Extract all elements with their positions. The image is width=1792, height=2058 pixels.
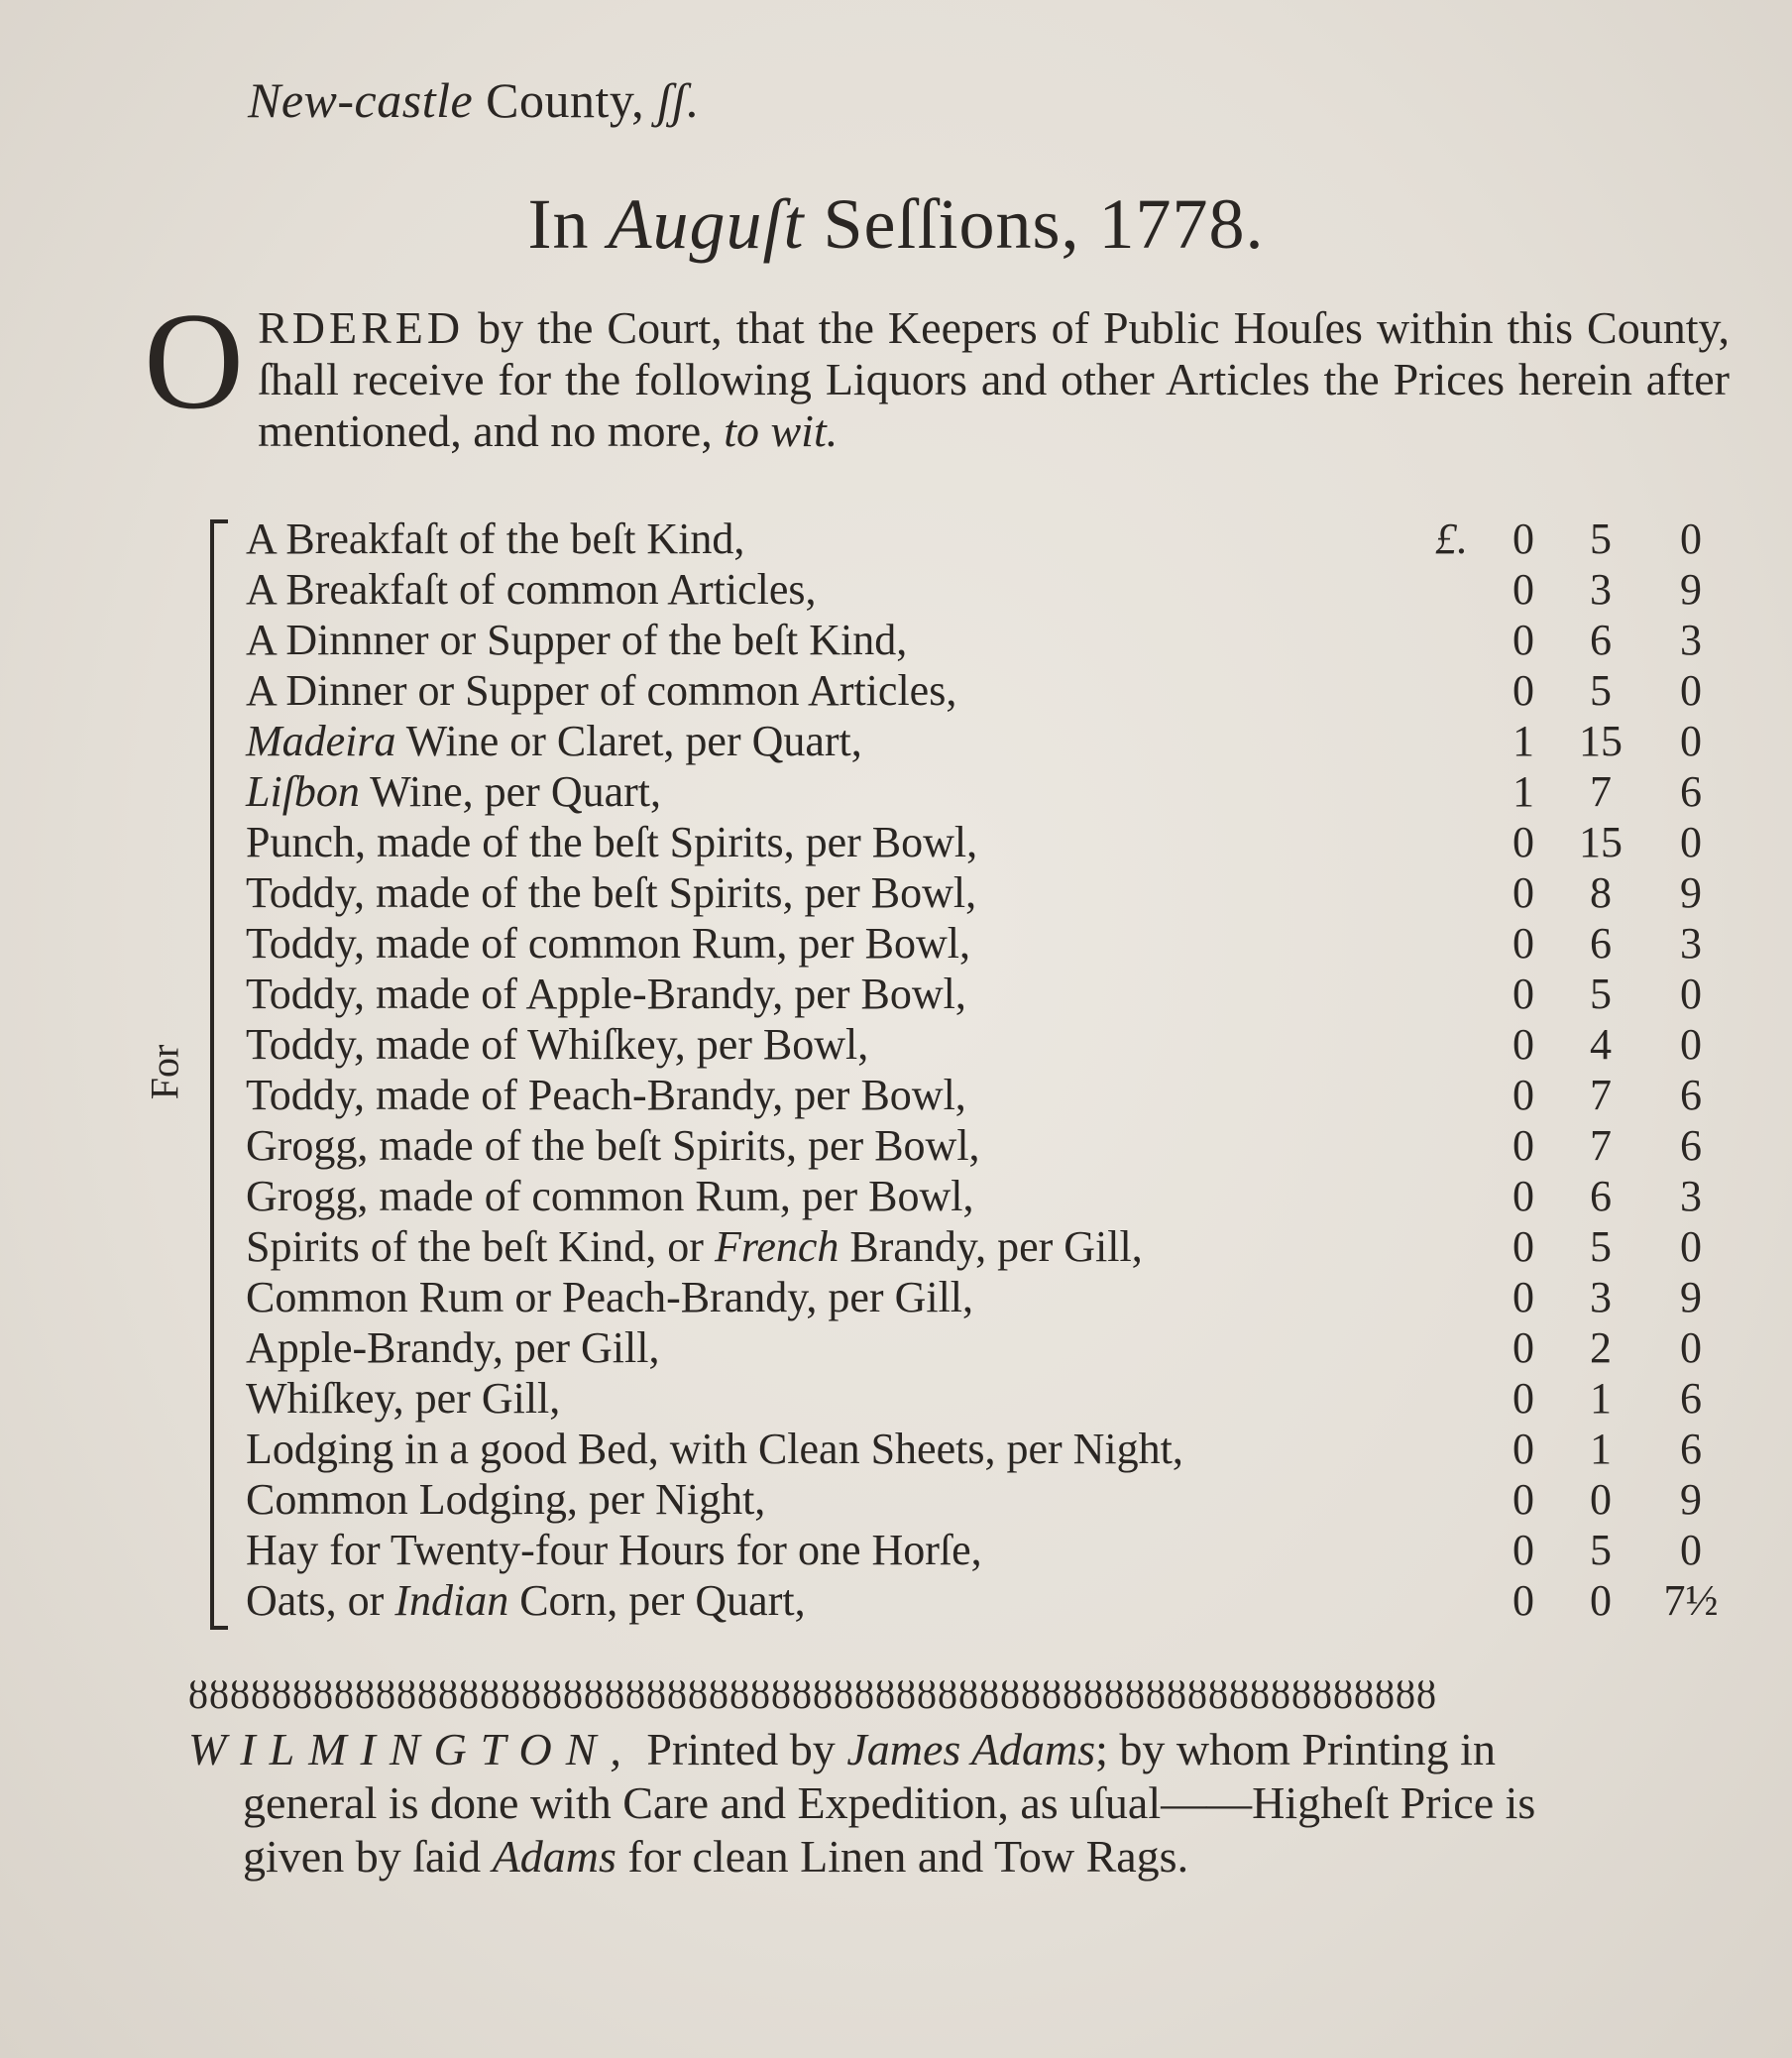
pence-value: 9 xyxy=(1680,868,1702,917)
price-row xyxy=(0,564,1792,615)
order-caps: RDERED xyxy=(258,302,465,353)
item-text: Lodging in a good Bed, with Clean Sheets, per Night, xyxy=(246,1425,1183,1473)
item-text-rest: Corn, per Quart, xyxy=(508,1576,806,1625)
item-description xyxy=(246,1070,966,1120)
pounds-value: 0 xyxy=(1512,1323,1534,1372)
pound-symbol: £. xyxy=(1435,514,1468,563)
imprint-line-1 xyxy=(188,1723,1735,1776)
price-row xyxy=(0,1424,1792,1474)
order-to-wit: to wit. xyxy=(724,405,839,456)
pounds-value: 0 xyxy=(1512,1576,1534,1625)
county-mark: ʃʃ. xyxy=(657,72,700,128)
pounds-value: 0 xyxy=(1512,616,1534,664)
pounds-value: 0 xyxy=(1512,919,1534,968)
item-text: A Dinner or Supper of common Articles, xyxy=(246,666,957,715)
price-row xyxy=(0,615,1792,665)
item-text: Toddy, made of the beſt Spirits, per Bowl, xyxy=(246,868,977,917)
item-text: A Breakfaſt of common Articles, xyxy=(246,565,817,614)
item-text: A Dinnner or Supper of the beſt Kind, xyxy=(246,616,908,664)
pence-value: 6 xyxy=(1680,767,1702,816)
pounds-value: 1 xyxy=(1512,717,1534,765)
pence-value: 0 xyxy=(1680,514,1702,563)
item-text: Toddy, made of Peach-Brandy, per Bowl, xyxy=(246,1071,966,1119)
pounds-value: 0 xyxy=(1512,1222,1534,1271)
pence-value: 0 xyxy=(1680,717,1702,765)
item-description xyxy=(246,665,956,716)
drop-cap: O xyxy=(144,285,245,438)
imprint-line-3 xyxy=(188,1830,1735,1884)
shillings-value: 5 xyxy=(1590,1222,1612,1271)
item-description xyxy=(246,918,970,969)
shillings-value: 6 xyxy=(1590,616,1612,664)
shillings-value: 5 xyxy=(1590,1526,1612,1574)
shillings-value: 2 xyxy=(1590,1323,1612,1372)
item-text: A Breakfaſt of the beſt Kind, xyxy=(246,514,745,563)
item-text-rest: Wine or Claret, per Quart, xyxy=(395,717,862,765)
price-row xyxy=(0,1070,1792,1120)
shillings-value: 1 xyxy=(1590,1425,1612,1473)
shillings-value: 5 xyxy=(1590,970,1612,1018)
pence-value: 6 xyxy=(1680,1425,1702,1473)
imprint-text-3a: given by ſaid xyxy=(243,1831,493,1882)
price-row xyxy=(0,867,1792,918)
item-description xyxy=(246,1019,868,1070)
price-row xyxy=(0,1272,1792,1322)
item-text: Toddy, made of Whiſkey, per Bowl, xyxy=(246,1020,869,1069)
item-text: Toddy, made of Apple-Brandy, per Bowl, xyxy=(246,970,966,1018)
imprint xyxy=(188,1723,1735,1884)
imprint-text-2: ; by whom Printing in xyxy=(1095,1724,1496,1774)
pounds-value: 0 xyxy=(1512,1374,1534,1423)
price-row xyxy=(0,514,1792,564)
item-text: Punch, made of the beſt Spirits, per Bowl, xyxy=(246,818,978,866)
shillings-value: 4 xyxy=(1590,1020,1612,1069)
shillings-value: 3 xyxy=(1590,565,1612,614)
price-row xyxy=(0,969,1792,1019)
pence-value: 6 xyxy=(1680,1121,1702,1170)
for-side-label: For xyxy=(142,1044,187,1100)
shillings-value: 5 xyxy=(1590,666,1612,715)
imprint-city: WILMINGTON, xyxy=(188,1724,635,1774)
county-heading xyxy=(248,71,700,129)
pence-value: 3 xyxy=(1680,1172,1702,1220)
pounds-value: 0 xyxy=(1512,1273,1534,1321)
pence-value: 3 xyxy=(1680,919,1702,968)
price-row xyxy=(0,716,1792,766)
item-description xyxy=(246,1322,659,1373)
item-description xyxy=(246,1221,1143,1272)
pence-value: 9 xyxy=(1680,565,1702,614)
imprint-text-1: Printed by xyxy=(634,1724,847,1774)
pounds-value: 0 xyxy=(1512,1172,1534,1220)
pence-value: 6 xyxy=(1680,1071,1702,1119)
county-name: New-castle xyxy=(248,72,474,128)
shillings-value: 7 xyxy=(1590,767,1612,816)
price-row xyxy=(0,1019,1792,1070)
shillings-value: 1 xyxy=(1590,1374,1612,1423)
ornament-rule: ȣȣȣȣȣȣȣȣȣȣȣȣȣȣȣȣȣȣȣȣȣȣȣȣȣȣȣȣȣȣȣȣȣȣȣȣȣȣȣȣȣȣȣȣȣȣȣȣȣȣȣȣȣȣȣȣȣȣȣȣ xyxy=(188,1675,1437,1715)
shillings-value: 15 xyxy=(1579,818,1623,866)
pounds-value: 0 xyxy=(1512,868,1534,917)
item-description xyxy=(246,1120,980,1171)
price-row xyxy=(0,766,1792,817)
price-row xyxy=(0,1221,1792,1272)
imprint-text-3b: for clean Linen and Tow Rags. xyxy=(616,1831,1189,1882)
item-text: Apple-Brandy, per Gill, xyxy=(246,1323,660,1372)
pounds-value: 0 xyxy=(1512,1121,1534,1170)
shillings-value: 6 xyxy=(1590,1172,1612,1220)
pounds-value: 0 xyxy=(1512,1425,1534,1473)
item-text: Hay for Twenty-four Hours for one Horſe, xyxy=(246,1526,982,1574)
order-text: by the Court, that the Keepers of Public Houſes within this County, ſhall receive for the following Liquors and other Articles the Prices herein after mentioned, and no more, xyxy=(258,302,1730,456)
item-description xyxy=(246,1575,806,1626)
item-description xyxy=(246,1373,560,1424)
shillings-value: 7 xyxy=(1590,1071,1612,1119)
item-description xyxy=(246,766,661,817)
pence-value: 9 xyxy=(1680,1273,1702,1321)
pence-value: 7½ xyxy=(1663,1576,1719,1625)
item-description xyxy=(246,969,966,1019)
item-description xyxy=(246,615,907,665)
pounds-value: 0 xyxy=(1512,1526,1534,1574)
price-row xyxy=(0,918,1792,969)
price-row xyxy=(0,1171,1792,1221)
pence-value: 0 xyxy=(1680,666,1702,715)
shillings-value: 0 xyxy=(1590,1475,1612,1524)
price-row xyxy=(0,817,1792,867)
item-description xyxy=(246,514,744,564)
pounds-value: 1 xyxy=(1512,767,1534,816)
pence-value: 0 xyxy=(1680,970,1702,1018)
item-description xyxy=(246,817,977,867)
pounds-value: 0 xyxy=(1512,970,1534,1018)
item-description xyxy=(246,1171,973,1221)
item-description xyxy=(246,716,862,766)
county-word: County, xyxy=(486,72,645,128)
item-italic: Indian xyxy=(394,1576,509,1625)
shillings-value: 0 xyxy=(1590,1576,1612,1625)
item-text: Grogg, made of common Rum, per Bowl, xyxy=(246,1172,974,1220)
item-italic: French xyxy=(714,1222,840,1271)
pence-value: 0 xyxy=(1680,818,1702,866)
price-row xyxy=(0,1322,1792,1373)
order-paragraph xyxy=(144,285,1730,457)
pounds-value: 0 xyxy=(1512,514,1534,563)
item-text: Spirits of the beſt Kind, or xyxy=(246,1222,715,1271)
item-text: Whiſkey, per Gill, xyxy=(246,1374,561,1423)
imprint-adams: Adams xyxy=(492,1831,616,1882)
item-text-rest: Brandy, per Gill, xyxy=(839,1222,1143,1271)
item-text: Common Rum or Peach-Brandy, per Gill, xyxy=(246,1273,974,1321)
price-row xyxy=(0,1373,1792,1424)
sessions-in: In xyxy=(527,184,590,264)
pence-value: 0 xyxy=(1680,1526,1702,1574)
item-description xyxy=(246,564,817,615)
price-row xyxy=(0,665,1792,716)
shillings-value: 7 xyxy=(1590,1121,1612,1170)
shillings-value: 5 xyxy=(1590,514,1612,563)
pounds-value: 0 xyxy=(1512,666,1534,715)
sessions-month: Auguſt xyxy=(608,184,805,264)
item-italic: Liſbon xyxy=(246,767,360,816)
price-row xyxy=(0,1525,1792,1575)
price-row xyxy=(0,1575,1792,1626)
price-row xyxy=(0,1474,1792,1525)
sessions-rest: Seſſions, 1778. xyxy=(823,184,1265,264)
pence-value: 3 xyxy=(1680,616,1702,664)
shillings-value: 6 xyxy=(1590,919,1612,968)
item-text: Toddy, made of common Rum, per Bowl, xyxy=(246,919,970,968)
item-text-rest: Wine, per Quart, xyxy=(359,767,662,816)
pence-value: 0 xyxy=(1680,1222,1702,1271)
pence-value: 9 xyxy=(1680,1475,1702,1524)
pounds-value: 0 xyxy=(1512,818,1534,866)
sessions-title xyxy=(0,183,1792,266)
shillings-value: 3 xyxy=(1590,1273,1612,1321)
item-description xyxy=(246,1272,973,1322)
pounds-value: 0 xyxy=(1512,1475,1534,1524)
imprint-line-2: general is done with Care and Expedition, as uſual——Higheſt Price is xyxy=(243,1777,1536,1828)
shillings-value: 15 xyxy=(1579,717,1623,765)
pounds-value: 0 xyxy=(1512,1020,1534,1069)
item-text: Common Lodging, per Night, xyxy=(246,1475,766,1524)
item-text: Grogg, made of the beſt Spirits, per Bowl, xyxy=(246,1121,980,1170)
pence-value: 6 xyxy=(1680,1374,1702,1423)
pounds-value: 0 xyxy=(1512,565,1534,614)
price-row xyxy=(0,1120,1792,1171)
shillings-value: 8 xyxy=(1590,868,1612,917)
item-description xyxy=(246,1525,982,1575)
imprint-printer: James Adams xyxy=(846,1724,1096,1774)
pence-value: 0 xyxy=(1680,1020,1702,1069)
item-description xyxy=(246,1424,1183,1474)
item-description xyxy=(246,1474,765,1525)
pence-value: 0 xyxy=(1680,1323,1702,1372)
item-description xyxy=(246,867,976,918)
pounds-value: 0 xyxy=(1512,1071,1534,1119)
item-text: Oats, or xyxy=(246,1576,395,1625)
item-italic: Madeira xyxy=(246,717,396,765)
